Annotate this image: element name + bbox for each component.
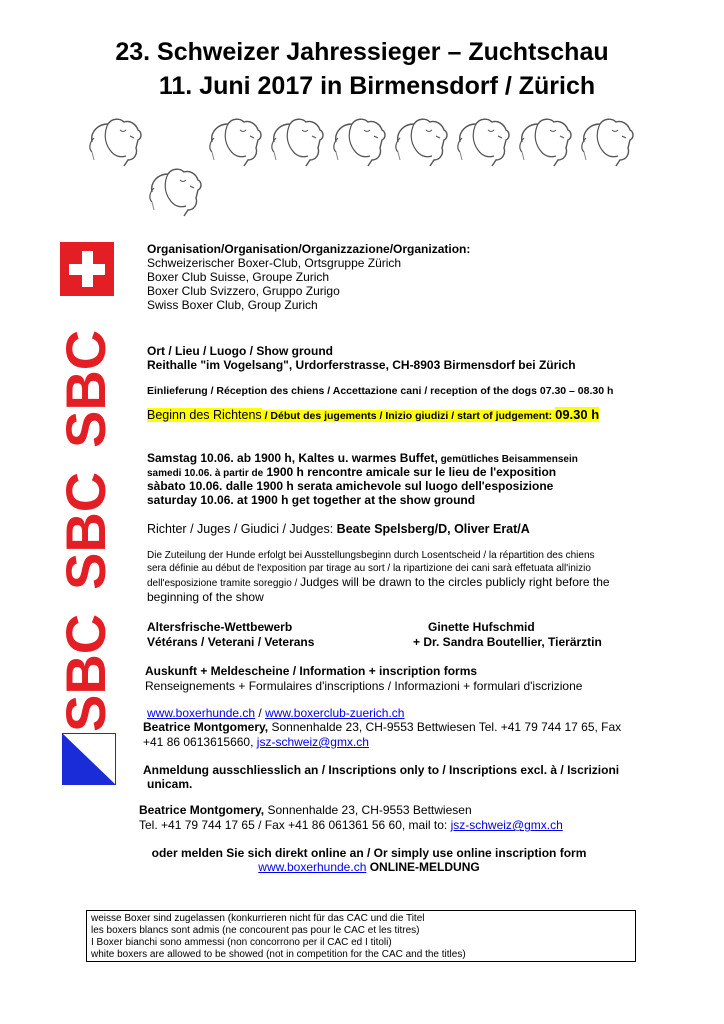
reception-times: Einlieferung / Réception des chiens / Accettazione cani / reception of the dogs 07.30 – 08.30 h — [147, 385, 614, 397]
boxer-head-icon — [452, 112, 514, 168]
boxer-head-icon — [204, 112, 266, 168]
sbc-logo — [57, 302, 117, 450]
email-link[interactable]: jsz-schweiz@gmx.ch — [256, 735, 369, 749]
organisation-line: Swiss Boxer Club, Group Zurich — [147, 298, 318, 312]
sbc-logo — [57, 586, 117, 734]
registration-line: Anmeldung ausschliesslich an / Inscriptions only to / Inscriptions excl. à / Iscrizioni — [143, 763, 620, 777]
judging-start-time: 09.30 h — [555, 407, 600, 422]
email-link[interactable]: jsz-schweiz@gmx.ch — [450, 818, 563, 832]
veterans-judge: Ginette Hufschmid — [428, 620, 535, 634]
allocation-line: Die Zuteilung der Hunde erfolgt bei Ausstellungsbeginn durch Losentscheid / la répartition des chiens — [147, 550, 595, 561]
boxer-head-icon — [144, 162, 206, 218]
white-boxer-note — [86, 910, 636, 962]
note-line: weisse Boxer sind zugelassen (konkurrieren nicht für das CAC und die Titel — [91, 913, 425, 924]
veterans-competition: Altersfrische-Wettbewerb — [147, 620, 293, 634]
link-separator: / — [255, 706, 266, 720]
venue-heading: Ort / Lieu / Luogo / Show ground — [147, 344, 333, 358]
contact-name: Beatrice Montgomery, — [143, 720, 269, 734]
boxer-head-icon — [514, 112, 576, 168]
contact2-name: Beatrice Montgomery, — [139, 803, 265, 817]
saturday-de-small: gemütliches Beisammensein — [437, 454, 578, 465]
allocation-line — [147, 575, 610, 591]
boxerhunde-link[interactable]: www.boxerhunde.ch — [147, 706, 256, 720]
boxer-head-icon — [266, 112, 328, 168]
allocation-main: Judges will be drawn to the circles publicly right before the — [300, 575, 610, 589]
saturday-fr-small: samedi 10.06. à partir de — [147, 468, 264, 479]
svg-text:SBC: SBC — [57, 471, 117, 590]
sbc-logo — [57, 444, 117, 592]
online-boxerhunde-link[interactable]: www.boxerhunde.ch — [258, 860, 367, 874]
boxer-head-icon — [84, 112, 146, 168]
title-line-1: 23. Schweizer Jahressieger – Zuchtschau — [115, 38, 609, 66]
judging-start-translations: / Début des jugements / Inizio giudizi / start of judgement: — [261, 410, 556, 422]
online-link-line — [139, 860, 599, 874]
organisation-heading: Organisation/Organisation/Organizzazione/Organization: — [147, 242, 471, 256]
contact2-address — [139, 803, 472, 817]
contact2-tel-text: Tel. +41 79 744 17 65 / Fax +41 86 061361 56 60, mail to: — [139, 818, 451, 832]
info-sub: Renseignements + Formulaires d'inscriptions / Informazioni + formulari d'iscrizione — [145, 679, 583, 693]
veterans-vet-name: Dr. Sandra Boutellier, Tierärztin — [423, 635, 602, 649]
organisation-line: Boxer Club Suisse, Groupe Zurich — [147, 270, 330, 284]
veterans-label: Vétérans / Veterani / Veterans — [147, 635, 315, 649]
boxer-head-icon — [576, 112, 638, 168]
veterans-vet — [413, 635, 602, 649]
zurich-coat-of-arms-icon — [62, 733, 116, 785]
contact-address — [143, 720, 621, 734]
note-line: white boxers are allowed to be showed (not in competition for the CAC and the titles) — [91, 949, 466, 960]
online-line: oder melden Sie sich direkt online an / Or simply use online inscription form — [151, 846, 587, 860]
note-line: les boxers blancs sont admis (ne concourent pas pour le CAC et les titres) — [91, 925, 420, 936]
contact2-tel — [139, 818, 563, 832]
organisation-line: Boxer Club Svizzero, Gruppo Zurigo — [147, 284, 340, 298]
saturday-de-main: Samstag 10.06. ab 1900 h, Kaltes u. warmes Buffet, — [147, 451, 438, 465]
veterans-plus: + — [413, 635, 424, 649]
registration-line: unicam. — [147, 777, 193, 791]
allocation-small: dell'esposizione tramite soreggio / — [147, 578, 301, 589]
organisation-line: Schweizerischer Boxer-Club, Ortsgruppe Zürich — [147, 256, 402, 270]
contact2-address-text: Sonnenhalde 23, CH-9553 Bettwiesen — [264, 803, 472, 817]
swiss-cross-flag-icon — [60, 242, 114, 296]
allocation-line: beginning of the show — [147, 590, 264, 604]
allocation-line: sera définie au début de l'exposition par tirage au sort / la ripartizione dei cani sarà effetuata all'inizio — [147, 563, 591, 574]
judges-line — [147, 522, 530, 536]
boxerclub-zuerich-link[interactable]: www.boxerclub-zuerich.ch — [265, 706, 405, 720]
info-heading: Auskunft + Meldescheine / Information + inscription forms — [145, 664, 478, 678]
contact-fax: +41 86 0613615660, — [143, 735, 257, 749]
venue-address: Reithalle "im Vogelsang", Urdorferstrasse, CH-8903 Birmensdorf bei Zürich — [147, 358, 576, 372]
boxer-head-icon — [390, 112, 452, 168]
contact-fax-line — [143, 735, 369, 749]
saturday-fr-main: 1900 h rencontre amicale sur le lieu de l'exposition — [263, 465, 557, 479]
judging-start — [147, 408, 599, 423]
svg-text:SBC: SBC — [57, 329, 117, 448]
boxer-head-icon — [328, 112, 390, 168]
online-meldung: ONLINE-MELDUNG — [366, 860, 480, 874]
contact-links — [147, 706, 404, 720]
judges-label: Richter / Juges / Giudici / Judges: — [147, 522, 337, 536]
contact-address-text: Sonnenhalde 23, CH-9553 Bettwiesen Tel. +41 79 744 17 65, Fax — [268, 720, 622, 734]
judging-start-de: Beginn des Richtens — [147, 408, 262, 422]
judges-names: Beate Spelsberg/D, Oliver Erat/A — [336, 522, 530, 536]
saturday-en: saturday 10.06. at 1900 h get together at the show ground — [147, 493, 476, 507]
saturday-it: sàbato 10.06. dalle 1900 h serata amichevole sul luogo dell'esposizione — [147, 479, 554, 493]
svg-text:SBC: SBC — [57, 613, 117, 732]
note-line: I Boxer bianchi sono ammessi (non concorrono per il CAC ed I titoli) — [91, 937, 392, 948]
title-line-2: 11. Juni 2017 in Birmensdorf / Zürich — [158, 72, 596, 100]
